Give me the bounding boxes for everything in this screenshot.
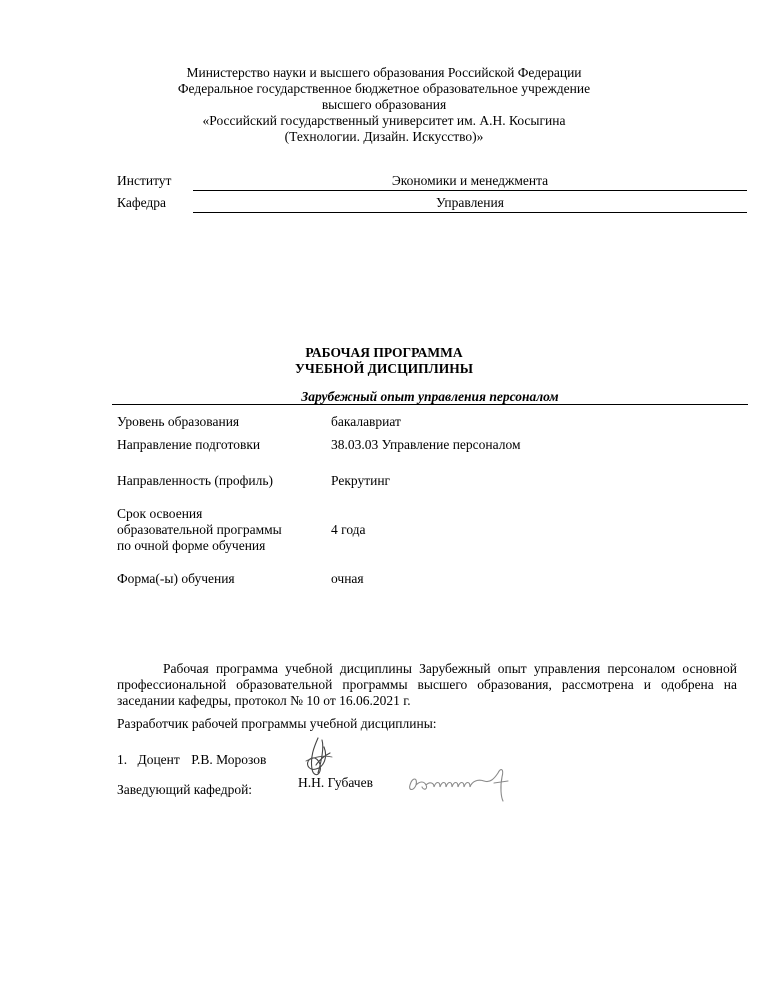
- title-line: УЧЕБНОЙ ДИСЦИПЛИНЫ: [295, 361, 473, 376]
- param-value: 38.03.03 Управление персоналом: [331, 437, 521, 452]
- department-label: Кафедра: [117, 195, 166, 210]
- param-label: Направление подготовки: [117, 437, 261, 452]
- head-name: Н.Н. Губачев: [298, 775, 373, 790]
- institute-value: Экономики и менеджмента: [193, 173, 747, 191]
- header-line: Федеральное государственное бюджетное образовательное учреждение: [177, 81, 591, 96]
- developer-name: Р.В. Морозов: [191, 752, 267, 767]
- developer-position: Доцент: [137, 752, 180, 767]
- approval-paragraph: Рабочая программа учебной дисциплины Зарубежный опыт управления персоналом основной профессиональной образовательной программы высшего образования, рассмотрена и одобрена на заседании кафедры, протокол № 10 от 16.06.2021 г.: [117, 661, 737, 708]
- title-line: РАБОЧАЯ ПРОГРАММА: [305, 345, 463, 360]
- param-value: Рекрутинг: [331, 473, 391, 488]
- document-title: [0, 345, 768, 377]
- head-signature: [404, 763, 516, 803]
- param-value: бакалавриат: [331, 414, 401, 429]
- developers-heading: Разработчик рабочей программы учебной дисциплины:: [117, 716, 437, 731]
- developer-number: 1.: [117, 752, 128, 767]
- ministry-header: [0, 65, 768, 145]
- param-label: образовательной программы: [117, 522, 282, 537]
- department-row: [117, 195, 747, 213]
- param-label: Уровень образования: [117, 414, 240, 429]
- developer-row: [117, 752, 266, 768]
- department-value: Управления: [193, 195, 747, 213]
- institute-row: [117, 173, 747, 191]
- header-line: Министерство науки и высшего образования Российской Федерации: [186, 65, 582, 80]
- param-label-group: [117, 506, 322, 554]
- param-value: очная: [331, 571, 364, 586]
- param-label: Срок освоения: [117, 506, 203, 521]
- header-line: «Российский государственный университет им. А.Н. Косыгина: [202, 113, 566, 128]
- discipline-name: Зарубежный опыт управления персоналом: [112, 389, 748, 405]
- header-line: высшего образования: [321, 97, 447, 112]
- institute-label: Институт: [117, 173, 172, 188]
- param-label: Форма(-ы) обучения: [117, 571, 235, 586]
- param-label: Направленность (профиль): [117, 473, 273, 488]
- head-label: Заведующий кафедрой:: [117, 782, 253, 797]
- header-line: (Технологии. Дизайн. Искусство)»: [284, 129, 484, 144]
- param-value: 4 года: [331, 522, 366, 537]
- param-label: по очной форме обучения: [117, 538, 266, 553]
